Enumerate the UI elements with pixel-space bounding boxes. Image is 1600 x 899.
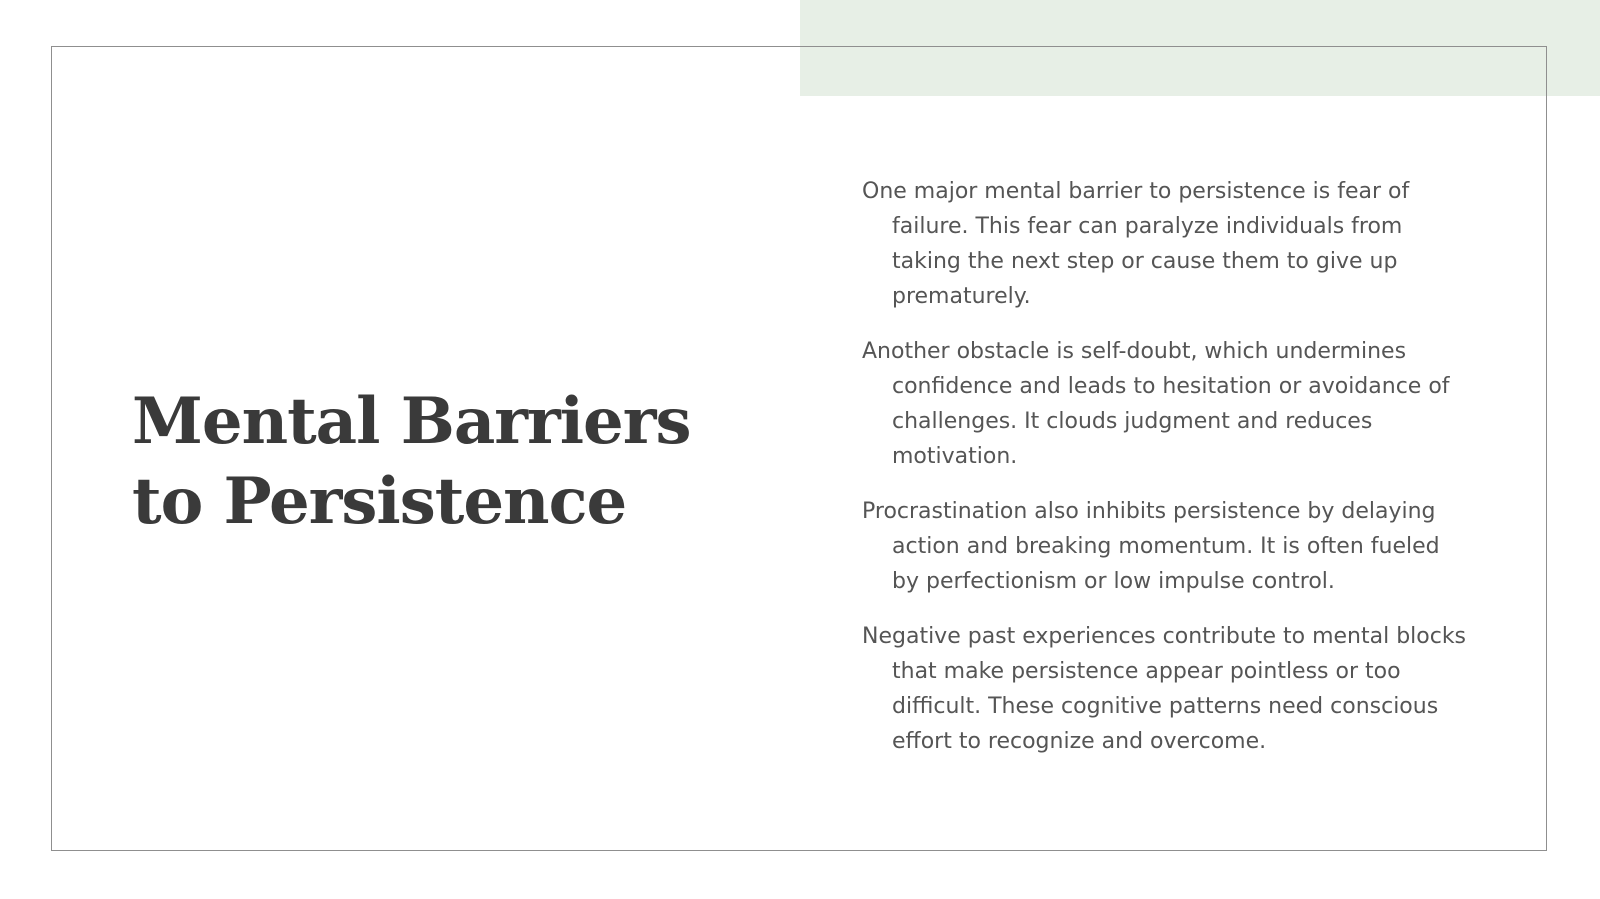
body-text <box>862 174 1472 779</box>
title-line-1: Mental Barriers <box>132 384 691 459</box>
paragraph-self-doubt: Another obstacle is self-doubt, which undermines confidence and leads to hesitation or avoidance of challenges. It clouds judgment and reduces motivation. <box>862 339 1450 469</box>
paragraph-procrastination: Procrastination also inhibits persistence by delaying action and breaking momentum. It is often fueled by perfectionism or low impulse control. <box>862 499 1440 594</box>
title-line-2: to Persistence <box>132 464 627 539</box>
paragraph-fear-of-failure: One major mental barrier to persistence is fear of failure. This fear can paralyze individuals from taking the next step or cause them to give up prematurely. <box>862 179 1410 309</box>
paragraph-negative-experiences: Negative past experiences contribute to mental blocks that make persistence appear pointless or too difficult. These cognitive patterns need conscious effort to recognize and overcome. <box>862 624 1467 754</box>
slide-title <box>132 382 752 542</box>
